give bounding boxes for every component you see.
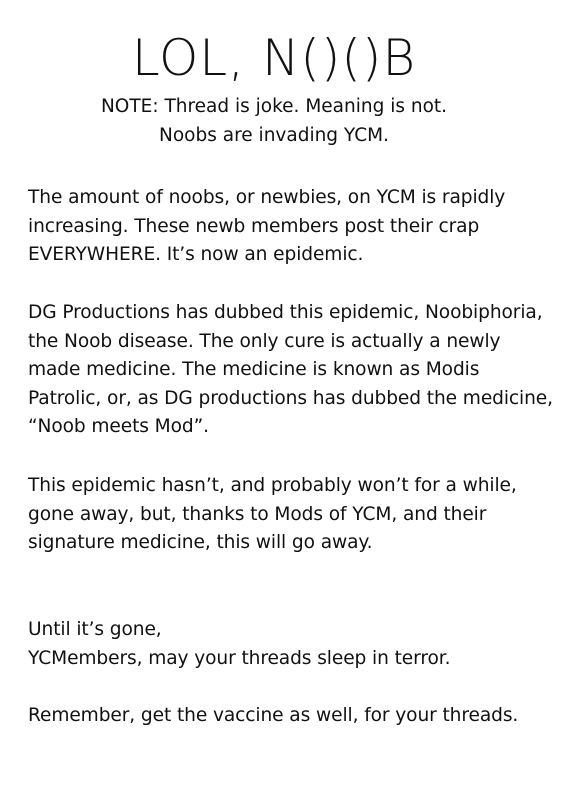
text-line: DG Productions has dubbed this epidemic, Noobiphoria, xyxy=(28,302,543,323)
paragraph-noob-increase xyxy=(28,184,580,270)
text-line: Patrolic, or, as DG productions has dubbed the medicine, xyxy=(28,387,553,409)
text-line: signature medicine, this will go away. xyxy=(28,532,373,553)
note-line: NOTE: Thread is joke. Meaning is not. xyxy=(100,96,448,117)
note-line: Noobs are invading YCM. xyxy=(159,125,389,146)
page-title: LOL, N()()B xyxy=(131,29,417,87)
text-line: “Noob meets Mod”. xyxy=(28,416,209,437)
note-block xyxy=(0,92,548,150)
paragraph-epidemic-status xyxy=(28,472,580,558)
paragraph-reminder xyxy=(28,702,580,731)
paragraph-noobiphoria xyxy=(28,299,580,442)
text-line: This epidemic hasn’t, and probably won’t for a while, xyxy=(28,475,517,496)
paragraph-sign-off xyxy=(28,616,580,673)
text-line: The amount of noobs, or newbies, on YCM is rapidly xyxy=(28,187,506,208)
text-line: made medicine. The medicine is known as Modis xyxy=(28,359,480,380)
text-line: gone away, but, thanks to Mods of YCM, and their xyxy=(28,503,487,525)
text-line: YCMembers, may your threads sleep in terror. xyxy=(28,647,451,669)
text-line: Remember, get the vaccine as well, for your threads. xyxy=(28,705,519,726)
text-line: increasing. These newb members post their crap xyxy=(28,215,480,237)
text-line: the Noob disease. The only cure is actually a newly xyxy=(28,330,501,352)
text-line: Until it’s gone, xyxy=(28,619,162,640)
text-line: EVERYWHERE. It’s now an epidemic. xyxy=(28,244,364,265)
